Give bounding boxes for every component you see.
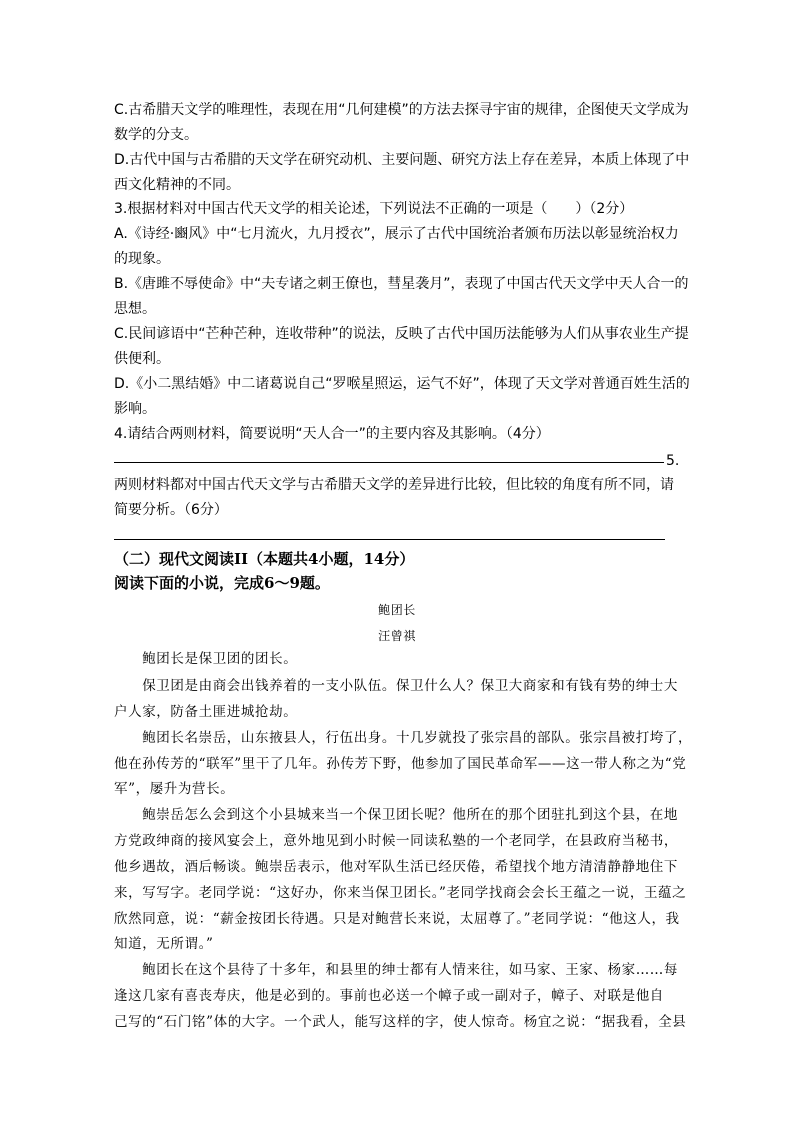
story-line: 他在孙传芳的“联军”里干了几年。孙传芳下野，他参加了国民革命军——这一带人称之为“党 bbox=[114, 756, 687, 772]
story-line: 知道，无所谓。” bbox=[114, 936, 214, 952]
q5-number: 5. bbox=[666, 453, 680, 469]
q2-option-d-line2: 西文化精神的不同。 bbox=[114, 177, 240, 193]
story-line: 鲍团长名崇岳，山东掖县人，行伍出身。十几岁就投了张宗昌的部队。张宗昌被打垮了， bbox=[114, 730, 693, 746]
story-title: 鲍团长 bbox=[378, 603, 416, 617]
story-line: 来，写写字。老同学说：“这好办，你来当保卫团长。”老同学找商会会长王蕴之一说，王蕴之 bbox=[114, 885, 687, 901]
q5-line1: 两则材料都对中国古代天文学与古希腊天文学的差异进行比较，但比较的角度有所不同，请 bbox=[114, 477, 674, 493]
q3-option-b-line1: B.《唐雎不辱使命》中“夫专诸之刺王僚也，彗星袭月”，表现了中国古代天文学中天人合一的 bbox=[114, 276, 689, 292]
story-line: 方党政绅商的接风宴会上，意外地见到小时候一同读私塾的一个老同学，在县政府当秘书， bbox=[114, 833, 678, 849]
reading-instruction: 阅读下面的小说，完成6～9题。 bbox=[114, 574, 330, 592]
q3-option-c-line2: 供便利。 bbox=[114, 351, 170, 367]
q4-answer-line bbox=[114, 462, 664, 463]
section-heading: （二）现代文阅读II（本题共4小题，14分） bbox=[114, 550, 415, 568]
story-line: 鲍团长在这个县待了十多年，和县里的绅士都有人情来往，如马家、王家、杨家……每 bbox=[114, 962, 678, 978]
q5-answer-line bbox=[114, 539, 665, 540]
q3-option-d-line1: D.《小二黑结婚》中二诸葛说自己“罗喉星照运，运气不好”，体现了天文学对普通百姓生活的 bbox=[114, 376, 690, 392]
story-line: 保卫团是由商会出钱养着的一支小队伍。保卫什么人？保卫大商家和有钱有势的绅士大 bbox=[114, 678, 678, 694]
story-line: 户人家，防备土匪进城抢劫。 bbox=[114, 704, 298, 720]
q2-option-c-line1: C.古希腊天文学的唯理性，表现在用“几何建模”的方法去探寻宇宙的规律，企图使天文学成为 bbox=[114, 102, 689, 118]
story-line: 逢这几家有喜丧寿庆，他是必到的。事前也必送一个幛子或一副对子，幛子、对联是他自 bbox=[114, 988, 664, 1004]
story-line: 鲍团长是保卫团的团长。 bbox=[114, 651, 298, 667]
q3-option-a-line2: 的现象。 bbox=[114, 251, 170, 267]
story-line: 军”，屡升为营长。 bbox=[114, 781, 235, 797]
q2-option-c-line2: 数学的分支。 bbox=[114, 127, 198, 143]
q3-option-b-line2: 思想。 bbox=[114, 301, 156, 317]
story-line: 鲍崇岳怎么会到这个小县城来当一个保卫团长呢？他所在的那个团驻扎到这个县，在地 bbox=[114, 807, 678, 823]
q3-stem: 3.根据材料对中国古代天文学的相关论述，下列说法不正确的一项是（ ）（2分） bbox=[114, 201, 634, 217]
q2-option-d-line1: D.古代中国与古希腊的天文学在研究动机、主要问题、研究方法上存在差异，本质上体现了中 bbox=[114, 152, 690, 168]
q3-option-a-line1: A.《诗经·豳风》中“七月流火，九月授衣”，展示了古代中国统治者颁布历法以彰显统治权力 bbox=[114, 226, 679, 242]
story-line: 欣然同意，说：“薪金按团长待遇。只是对鲍营长来说，太屈尊了。”老同学说：“他这人，我 bbox=[114, 911, 680, 927]
story-author: 汪曾祺 bbox=[378, 629, 416, 643]
q5-line2: 简要分析。（6分） bbox=[114, 502, 228, 518]
q4-stem: 4.请结合两则材料，简要说明“天人合一”的主要内容及其影响。（4分） bbox=[114, 426, 550, 442]
story-line: 己写的“石门铭”体的大字。一个武人，能写这样的字，使人惊奇。杨宜之说：“据我看，全县 bbox=[114, 1014, 687, 1030]
q3-option-c-line1: C.民间谚语中“芒种芒种，连收带种”的说法，反映了古代中国历法能够为人们从事农业生产提 bbox=[114, 326, 689, 342]
story-line: 他乡遇故，酒后畅谈。鲍崇岳表示，他对军队生活已经厌倦，希望找个地方清清静静地住下 bbox=[114, 859, 678, 875]
q3-option-d-line2: 影响。 bbox=[114, 401, 156, 417]
